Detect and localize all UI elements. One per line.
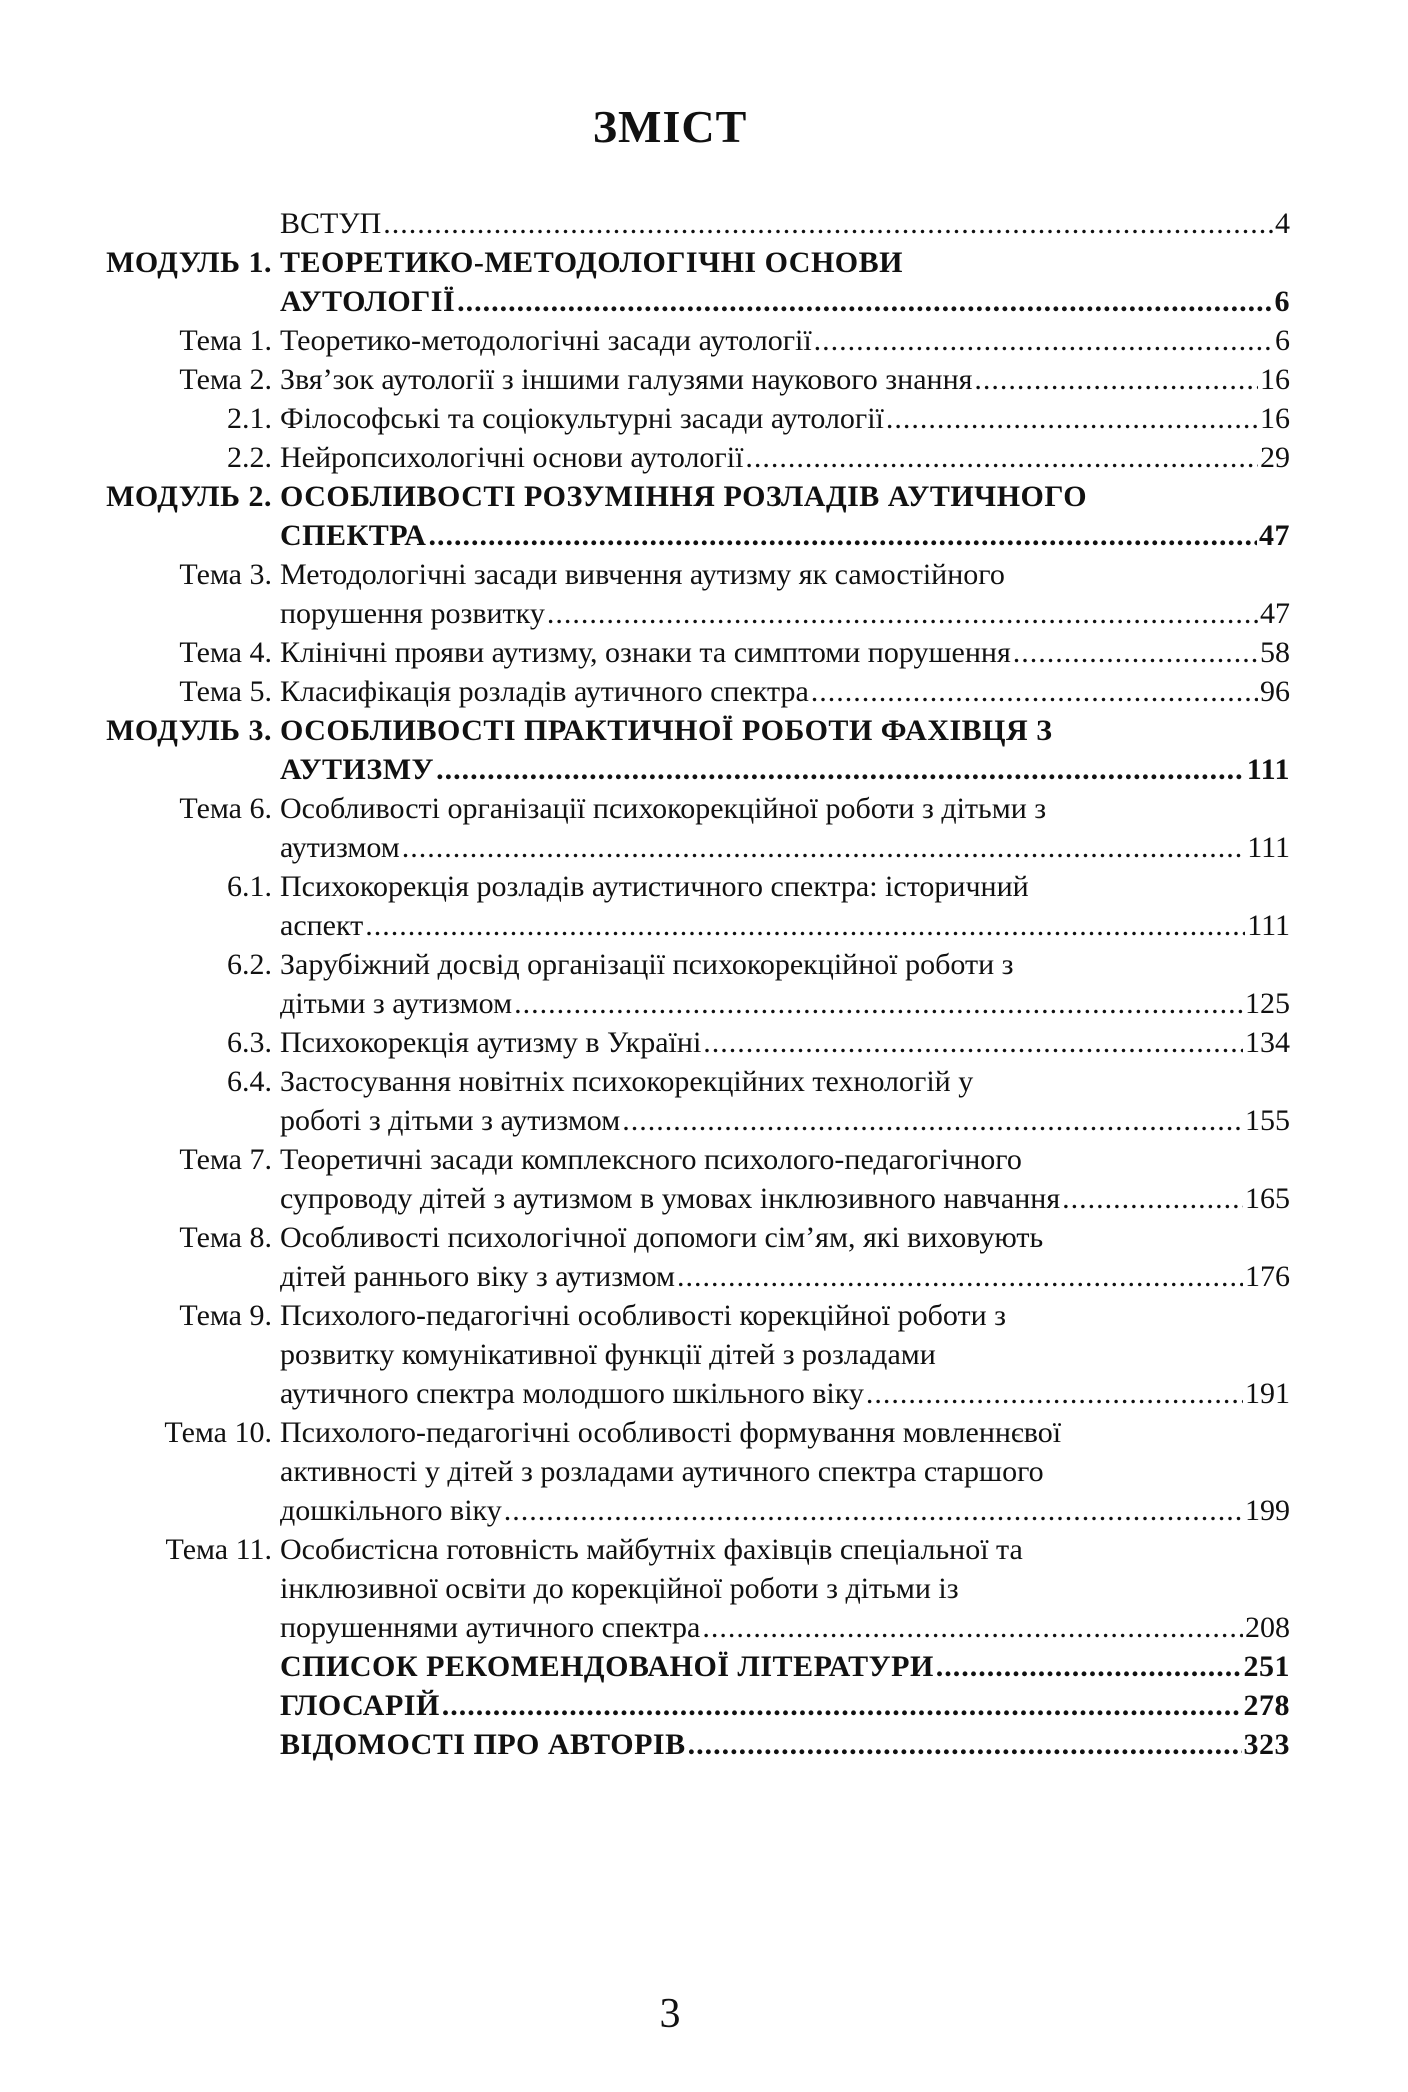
toc-entry: [60, 672, 1290, 711]
toc-entry-page: 251: [1243, 1650, 1290, 1683]
toc-entry-title-line: АУТОЛОГІЇ: [280, 285, 456, 318]
dot-leader: [622, 1101, 1243, 1140]
dot-leader: [436, 750, 1245, 789]
toc-entry-title-line: дітей раннього віку з аутизмом: [280, 1260, 676, 1293]
toc-entry: [60, 555, 1290, 633]
toc-entry-page: 29: [1260, 441, 1290, 474]
toc-entry: [60, 1530, 1290, 1647]
toc-entry-number: Тема 11.: [165, 1533, 272, 1566]
toc-entry-title-line: супроводу дітей з аутизмом в умовах інклюзивного навчання: [280, 1182, 1061, 1215]
toc-entry: [60, 1413, 1290, 1530]
toc-entry-title-line: Теоретичні засади комплексного психолого-педагогічного: [280, 1143, 1022, 1176]
toc-entry-title-line: Нейропсихологічні основи аутології: [280, 441, 744, 474]
toc-entry-number: 2.2.: [227, 441, 272, 474]
toc-entry: [60, 1023, 1290, 1062]
dot-leader: [402, 828, 1245, 867]
dot-leader: [745, 438, 1258, 477]
toc-entry-title-line: СПЕКТРА: [280, 519, 427, 552]
toc-entry-number: Тема 3.: [179, 558, 272, 591]
toc-entry-title-line: АУТИЗМУ: [280, 753, 435, 786]
toc-entry-title-line: Особливості психологічної допомоги сім’ям, які виховують: [280, 1221, 1044, 1254]
dot-leader: [383, 204, 1273, 243]
toc-entry-page: 208: [1245, 1611, 1290, 1644]
toc-entry: [60, 399, 1290, 438]
toc-entry-title-line: ВСТУП: [280, 207, 382, 240]
toc-entry-number: Тема 4.: [179, 636, 272, 669]
toc-entry-page: 111: [1247, 831, 1290, 864]
toc-entry-page: 4: [1275, 207, 1290, 240]
toc-entry: [60, 204, 1290, 243]
toc-entry-number: 6.2.: [227, 948, 272, 981]
toc-entry-title-line: Застосування новітніх психокорекційних технологій у: [280, 1065, 974, 1098]
toc-entry-number: 6.1.: [227, 870, 272, 903]
toc-entry-number: МОДУЛЬ 2.: [106, 480, 272, 513]
dot-leader: [442, 1686, 1242, 1725]
toc-entry: [60, 1725, 1290, 1764]
dot-leader: [886, 399, 1258, 438]
toc-entry-number: МОДУЛЬ 3.: [106, 714, 272, 747]
toc-entry-page: 111: [1246, 753, 1290, 786]
toc-entry-title-line: Теоретико-методологічні засади аутології: [280, 324, 812, 357]
toc-entry-title-line: порушеннями аутичного спектра: [280, 1611, 701, 1644]
toc-entry-number: 6.4.: [227, 1065, 272, 1098]
toc-entry-title-line: Класифікація розладів аутичного спектра: [280, 675, 809, 708]
toc-entry-number: Тема 2.: [179, 363, 272, 396]
dot-leader: [504, 1491, 1243, 1530]
toc-entry-title-line: Особистісна готовність майбутніх фахівців спеціальної та: [280, 1533, 1023, 1566]
toc-entry: [60, 711, 1290, 789]
toc-entry-title-line: Психолого-педагогічні особливості корекційної роботи з: [280, 1299, 1006, 1332]
toc-entry-page: 165: [1245, 1182, 1290, 1215]
dot-leader: [814, 321, 1273, 360]
toc-entry-title-line: Клінічні прояви аутизму, ознаки та симптоми порушення: [280, 636, 1011, 669]
toc-entry-number: МОДУЛЬ 1.: [106, 246, 272, 279]
toc-entry: [60, 438, 1290, 477]
page-title: ЗМІСТ: [592, 101, 748, 152]
dot-leader: [547, 594, 1258, 633]
toc-entry-number: 2.1.: [227, 402, 272, 435]
toc-entry-page: 47: [1259, 519, 1290, 552]
dot-leader: [514, 984, 1243, 1023]
toc-entry-page: 125: [1245, 987, 1290, 1020]
toc-entry-page: 16: [1260, 402, 1290, 435]
dot-leader: [1062, 1179, 1243, 1218]
toc-entry-title-line: ТЕОРЕТИКО-МЕТОДОЛОГІЧНІ ОСНОВИ: [280, 246, 903, 279]
toc-entry-title-line: Методологічні засади вивчення аутизму як самостійного: [280, 558, 1005, 591]
dot-leader: [457, 282, 1272, 321]
toc-entry-title-line: Звя’зок аутології з іншими галузями наукового знання: [280, 363, 973, 396]
toc-entry-title-line: роботі з дітьми з аутизмом: [280, 1104, 621, 1137]
toc-entry-title-line: аспект: [280, 909, 364, 942]
toc-entry-page: 134: [1245, 1026, 1290, 1059]
page-number: 3: [659, 1991, 681, 2037]
toc-entry-page: 155: [1245, 1104, 1290, 1137]
dot-leader: [703, 1023, 1243, 1062]
toc-entry-page: 199: [1245, 1494, 1290, 1527]
toc-entry: [60, 243, 1290, 321]
toc-entry-page: 323: [1243, 1728, 1290, 1761]
toc-entry-title-line: Психокорекція аутизму в Україні: [280, 1026, 702, 1059]
table-of-contents: [60, 204, 1290, 1764]
toc-entry: [60, 360, 1290, 399]
dot-leader: [428, 516, 1257, 555]
dot-leader: [702, 1608, 1243, 1647]
dot-leader: [866, 1374, 1243, 1413]
toc-entry-page: 6: [1275, 324, 1290, 357]
toc-entry: [60, 789, 1290, 867]
toc-entry: [60, 1686, 1290, 1725]
toc-entry-title-line: СПИСОК РЕКОМЕНДОВАНОЇ ЛІТЕРАТУРИ: [280, 1650, 934, 1683]
dot-leader: [688, 1725, 1242, 1764]
toc-entry-page: 111: [1247, 909, 1290, 942]
toc-entry: [60, 477, 1290, 555]
toc-entry: [60, 945, 1290, 1023]
toc-entry-title-line: порушення розвитку: [280, 597, 545, 630]
toc-entry: [60, 1647, 1290, 1686]
toc-entry-title-line: Філософські та соціокультурні засади аутології: [280, 402, 884, 435]
toc-entry-title-line: Зарубіжний досвід організації психокорекційної роботи з: [280, 948, 1014, 981]
toc-entry-title-line: ВІДОМОСТІ ПРО АВТОРІВ: [280, 1728, 686, 1761]
toc-entry: [60, 1140, 1290, 1218]
toc-entry-title-line: Психолого-педагогічні особливості формування мовленнєвої: [280, 1416, 1062, 1449]
toc-entry: [60, 867, 1290, 945]
toc-entry-number: 6.3.: [227, 1026, 272, 1059]
toc-entry-title-line: ОСОБЛИВОСТІ РОЗУМІННЯ РОЗЛАДІВ АУТИЧНОГО: [280, 480, 1088, 513]
dot-leader: [974, 360, 1258, 399]
toc-entry-page: 176: [1245, 1260, 1290, 1293]
toc-entry-title-line: Особливості організації психокорекційної роботи з дітьми з: [280, 792, 1047, 825]
toc-entry-title-line: Психокорекція розладів аутистичного спектра: історичний: [280, 870, 1029, 903]
dot-leader: [677, 1257, 1243, 1296]
toc-entry: [60, 1062, 1290, 1140]
toc-entry: [60, 1296, 1290, 1413]
dot-leader: [811, 672, 1258, 711]
toc-entry-page: 58: [1260, 636, 1290, 669]
toc-entry-number: Тема 8.: [179, 1221, 272, 1254]
toc-entry-number: Тема 6.: [179, 792, 272, 825]
toc-entry: [60, 633, 1290, 672]
toc-entry-title-line: аутичного спектра молодшого шкільного віку: [280, 1377, 864, 1410]
toc-entry-title-line: дітьми з аутизмом: [280, 987, 513, 1020]
toc-entry-page: 96: [1260, 675, 1290, 708]
toc-entry-title-line: ГЛОСАРІЙ: [280, 1689, 440, 1722]
toc-entry-page: 16: [1260, 363, 1290, 396]
dot-leader: [365, 906, 1245, 945]
toc-entry: [60, 321, 1290, 360]
toc-entry-number: Тема 7.: [179, 1143, 272, 1176]
dot-leader: [1013, 633, 1258, 672]
toc-entry: [60, 1218, 1290, 1296]
toc-entry-title-line: аутизмом: [280, 831, 400, 864]
dot-leader: [936, 1647, 1242, 1686]
toc-entry-number: Тема 9.: [179, 1299, 272, 1332]
toc-entry-title-line: інклюзивної освіти до корекційної роботи з дітьми із: [280, 1572, 959, 1605]
toc-entry-page: 47: [1260, 597, 1290, 630]
toc-entry-number: Тема 10.: [164, 1416, 272, 1449]
toc-entry-number: Тема 5.: [179, 675, 272, 708]
toc-entry-title-line: ОСОБЛИВОСТІ ПРАКТИЧНОЇ РОБОТИ ФАХІВЦЯ З: [280, 714, 1053, 747]
toc-entry-title-line: розвитку комунікативної функції дітей з розладами: [280, 1338, 936, 1371]
toc-entry-title-line: дошкільного віку: [280, 1494, 502, 1527]
toc-entry-number: Тема 1.: [179, 324, 272, 357]
toc-entry-page: 6: [1274, 285, 1290, 318]
toc-entry-title-line: активності у дітей з розладами аутичного спектра старшого: [280, 1455, 1044, 1488]
toc-entry-page: 191: [1245, 1377, 1290, 1410]
toc-entry-page: 278: [1243, 1689, 1290, 1722]
